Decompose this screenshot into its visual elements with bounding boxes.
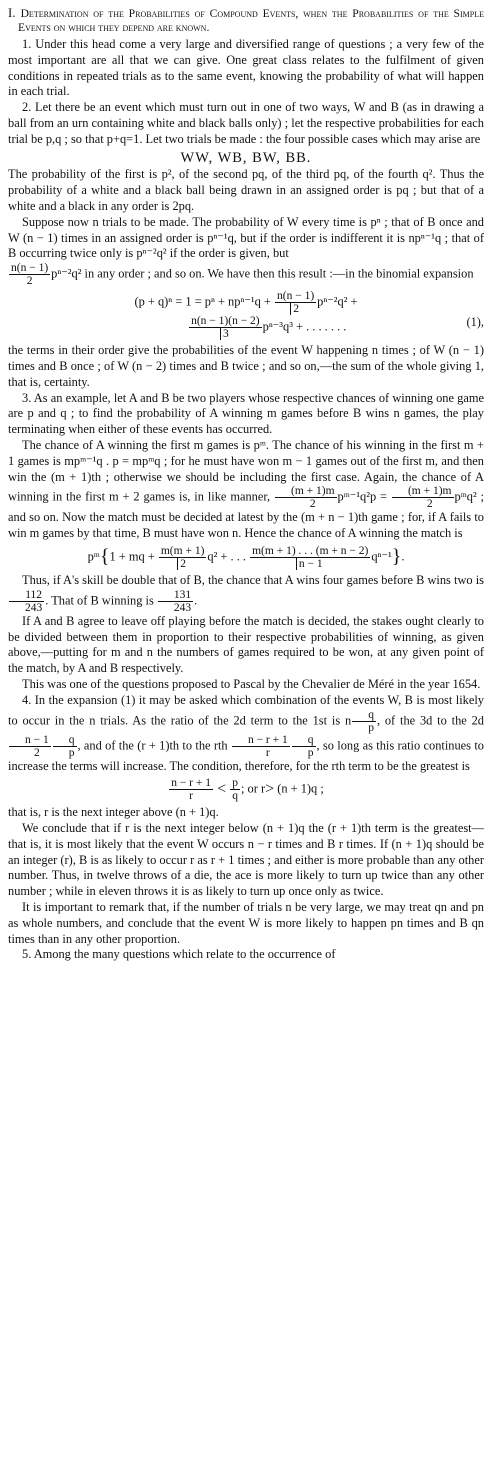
section-numeral: I. <box>8 6 16 20</box>
paragraph-4b-line <box>8 262 484 287</box>
paragraph-13: We conclude that if r is the next integer below (n + 1)q the (r + 1)th term is the greatest—that is, it is most likely that the event W occurs n − r times and B r times. If (n + 1)q should be an integer (r), B is as likely to occur r as r + 1 times ; and either is more probable than any other number. Thus, in twelve throws of a die, the ace is more likely to turn up twice than any other number ; while in eleven throws it is as likely to turn up once only as twice. <box>8 821 484 899</box>
paragraph-6: 3. As an example, let A and B be two players whose respective chances of winning one game are p and q ; to find the probability of A winning m games before B wins n games, the play terminating when either of these events has occurred. <box>8 390 484 437</box>
paragraph-9: If A and B agree to leave off playing before the match is decided, the stakes ought clearly to be divided between them in proportion to their respective probabilities of winning, as given above,—putting for m and n the numbers of games required to be won, at any given point of the match, by A and B respectively. <box>8 613 484 676</box>
paragraph-15: 5. Among the many questions which relate to the occurrence of <box>22 947 336 962</box>
paragraph-5: the terms in their order give the probabilities of the event W happening n times ; of W (n − 1) times and B once ; of W (n − 2) times and B twice ; and so on,—the sum of the whole giving 1, that is, certainty. <box>8 343 484 389</box>
paragraph-11: 4. In the expansion (1) it may be asked which combination of the events W, B is most likely to occur in the n trials. As the ratio of the 2d term to the 1st is n $\frac{q}{p}$ , of the 3d to the 2d $\frac{n - 1}{2}$ $\frac{q}{p}$ , and of the (r + 1)th to the rth $\frac{n - r + 1}{r}$ $\frac{q}{p}$ , so long as this ratio continues to increase the terms will increase. The condition, therefore, for the rth term to be the greatest is <box>8 692 484 773</box>
equation-1-line-2: $\frac{n(n - 1)(n - 2)}{3}$ pⁿ⁻³q³ + . . . . . . . (1), <box>191 315 484 341</box>
equation-1-label: (1), <box>466 315 484 330</box>
paragraph-10: This was one of the questions proposed to Pascal by the Chevalier de Méré in the year 1654. <box>22 676 481 691</box>
equation-1 <box>8 290 484 340</box>
equation-1-line-1: (p + q)ⁿ = 1 = pⁿ + npⁿ⁻¹q + $\frac{n(n - 1)}{2}$ pⁿ⁻²q² + <box>134 290 358 316</box>
section-title: Determination of the Probabilities of Compound Events, when the Probabilities of the Simple Events on which they depend are known. <box>18 7 485 34</box>
fraction-n-n-minus-1-over-2: $\frac{n(n - 1)}{2}$ <box>11 262 49 288</box>
paragraph-4a: Suppose now n trials to be made. The probability of W every time is pⁿ ; that of B once and W (n − 1) times in an assigned order is pⁿ⁻¹q, but if the order is indifferent it is npⁿ⁻¹q ; that of B occurring twice only is pⁿ⁻²q² if the order is given, but <box>8 214 484 261</box>
event-cases: WW, WB, BW, BB. <box>180 149 312 166</box>
paragraph-2: 2. Let there be an event which must turn out in one of two ways, W and B (as in drawing a ball from an urn containing white and black balls only) ; let the respective probabilities for each trial be p,q ; so that p+q=1. Let two trials be made : the four possible cases which may arise are <box>8 100 484 146</box>
paragraph-3: The probability of the first is p², of the second pq, of the third pq, of the fourth q². Thus the probability of a white and a black ball being drawn in an assigned order is pq ; but that of a white and a black in any order is 2pq. <box>8 167 484 213</box>
inequality: $\frac{n - r + 1}{r}$ < $\frac{p}{q}$ ; or r> (n + 1)q ; <box>171 777 324 803</box>
paragraph-1: 1. Under this head come a very large and diversified range of questions ; a very few of the most important are all that we can give. One great class relates to the fulfilment of given conditions in repeated trials as to the same event, knowing the probability of what will happen in each trial. <box>8 37 484 99</box>
equation-2: pᵐ{1 + mq + $\frac{m(m + 1)}{2}$ q² + . . . $\frac{m(m + 1) . . . (m + n - 2)}{n - 1}$ qⁿ⁻¹}. <box>87 544 405 570</box>
paragraph-4b: pⁿ⁻²q² in any order ; and so on. We have then this result :—in the binomial expansion <box>51 266 474 281</box>
paragraph-12: that is, r is the next integer above (n + 1)q. <box>8 805 219 820</box>
paragraph-14: It is important to remark that, if the number of trials n be very large, we may treat qn and pn as whole numbers, and conclude that the event W is more likely to happen pn times and B qn times than in any other proportion. <box>8 900 484 946</box>
paragraph-7: The chance of A winning the first m games is pᵐ. The chance of his winning in the first m + 1 games is mpᵐ⁻¹q . p = mpᵐq ; for he must have won m − 1 games out of the first m, and then win the (m + 1)th ; otherwise we should be including the first case. Again, the chance of A winning in the first m + 2 games is, in like manner, $\frac{(m + 1)m}{2}$ pᵐ⁻¹q²p = $\frac{(m + 1)m}{2}$ pᵐq² ; and so on. Now the match must be decided at latest by the (m + n − 1)th game ; for, if A fails to win m games by that time, B must have won n. Hence the chance of A winning the match is <box>8 437 485 541</box>
section-heading <box>8 6 484 35</box>
paragraph-8: Thus, if A's skill be double that of B, the chance that A wins four games before B wins two is $\frac{112}{243}$ . That of B winning is $\frac{131}{243}$ . <box>8 573 484 614</box>
